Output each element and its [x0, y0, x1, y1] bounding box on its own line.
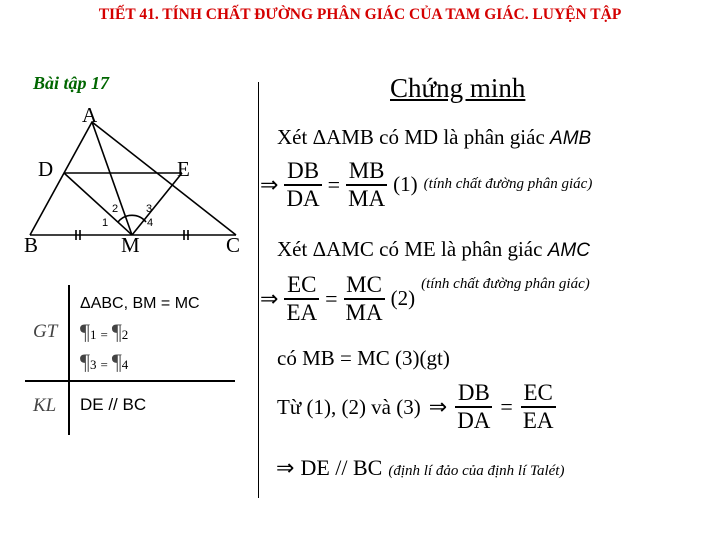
- angle-m4-icon: ¶: [111, 349, 122, 374]
- implies-icon: ⇒: [260, 172, 279, 197]
- gt-angle-3: 3: [89, 357, 97, 372]
- implies-icon-3: ⇒: [428, 394, 448, 419]
- conclusion-line: [276, 455, 564, 481]
- gt-line-3: ¶3 = ¶4: [80, 349, 129, 374]
- fraction-db-da: $\frac{DB}{DA}$: [286, 158, 320, 211]
- equals-sign-2: =: [325, 286, 338, 311]
- eq2-ref: (2): [390, 286, 416, 310]
- proof-line-4: Từ (1), (2) và (3): [277, 394, 421, 419]
- equals-sign: =: [327, 172, 341, 197]
- exercise-label: Bài tập 17: [33, 73, 110, 93]
- fraction-mc-ma: $\frac{MC}{MA}$: [345, 272, 383, 325]
- proof-line-1: [277, 125, 591, 150]
- conclusion-text: DE // BC: [300, 455, 383, 480]
- proof-line-1-text: Xét ΔAMB có MD là phân giác: [277, 125, 545, 149]
- angle-label-1: 1: [102, 217, 109, 229]
- gt-line-2: ¶1 = ¶2: [80, 319, 129, 344]
- angle-m3-icon: ¶: [80, 349, 90, 374]
- gt-angle-1: 1: [89, 327, 97, 342]
- angle-m2-icon: ¶: [111, 319, 122, 344]
- proof-line-2-text: Xét ΔAMC có ME là phân giác: [277, 237, 543, 261]
- angle-label-3: 3: [146, 203, 153, 215]
- equals-sign-3: =: [500, 394, 513, 419]
- median-am: [92, 122, 132, 235]
- label-m: M: [121, 233, 140, 257]
- implies-icon-2: ⇒: [260, 286, 279, 311]
- eq2-note: (tính chất đường phân giác): [421, 276, 590, 292]
- label-d: D: [38, 157, 54, 181]
- label-a: A: [82, 103, 98, 127]
- gt-line-1: ΔABC, BM = MC: [80, 295, 200, 312]
- fraction-ec-ea-2: $\frac{EC}{EA}$: [522, 380, 554, 433]
- equation-3: [277, 380, 556, 434]
- kl-label: KL: [33, 395, 57, 416]
- label-e: E: [177, 157, 190, 181]
- eq1-ref: (1): [393, 172, 418, 196]
- fraction-db-da-2: $\frac{DB}{DA}$: [457, 380, 491, 433]
- angle-label-2: 2: [112, 203, 119, 215]
- angle-amc: AMC: [547, 240, 590, 261]
- proof-heading: Chứng minh: [390, 73, 526, 103]
- kl-text: DE // BC: [80, 395, 147, 414]
- proof-line-2: [277, 237, 590, 262]
- table-divider-vertical: [68, 285, 70, 435]
- proof-line-3: có MB = MC (3)(gt): [277, 346, 450, 370]
- gt-angle-4: 4: [121, 357, 129, 372]
- implies-icon-4: ⇒: [276, 455, 295, 480]
- angle-arc-m: [118, 215, 146, 222]
- triangle-figure: [0, 100, 260, 280]
- angle-m1-icon: ¶: [80, 319, 90, 344]
- equation-2: [260, 272, 590, 326]
- angle-label-4: 4: [147, 217, 154, 229]
- label-c: C: [226, 233, 241, 257]
- equation-1: [260, 158, 592, 212]
- conclusion-note: (định lí đảo của định lí Talét): [388, 463, 565, 479]
- table-divider-horizontal: [25, 380, 235, 382]
- label-b: B: [24, 233, 39, 257]
- gt-angle-2: 2: [121, 327, 129, 342]
- fraction-mb-ma: $\frac{MB}{MA}$: [348, 158, 386, 211]
- angle-amb: AMB: [550, 128, 592, 149]
- eq1-note: (tính chất đường phân giác): [423, 176, 593, 192]
- gt-label: GT: [33, 321, 58, 342]
- gt-kl-table: [25, 285, 235, 435]
- page-title: TIẾT 41. TÍNH CHẤT ĐƯỜNG PHÂN GIÁC CỦA TAM GIÁC. LUYỆN TẬP: [98, 6, 622, 23]
- bisector-me: [132, 173, 182, 235]
- fraction-ec-ea: $\frac{EC}{EA}$: [286, 272, 318, 325]
